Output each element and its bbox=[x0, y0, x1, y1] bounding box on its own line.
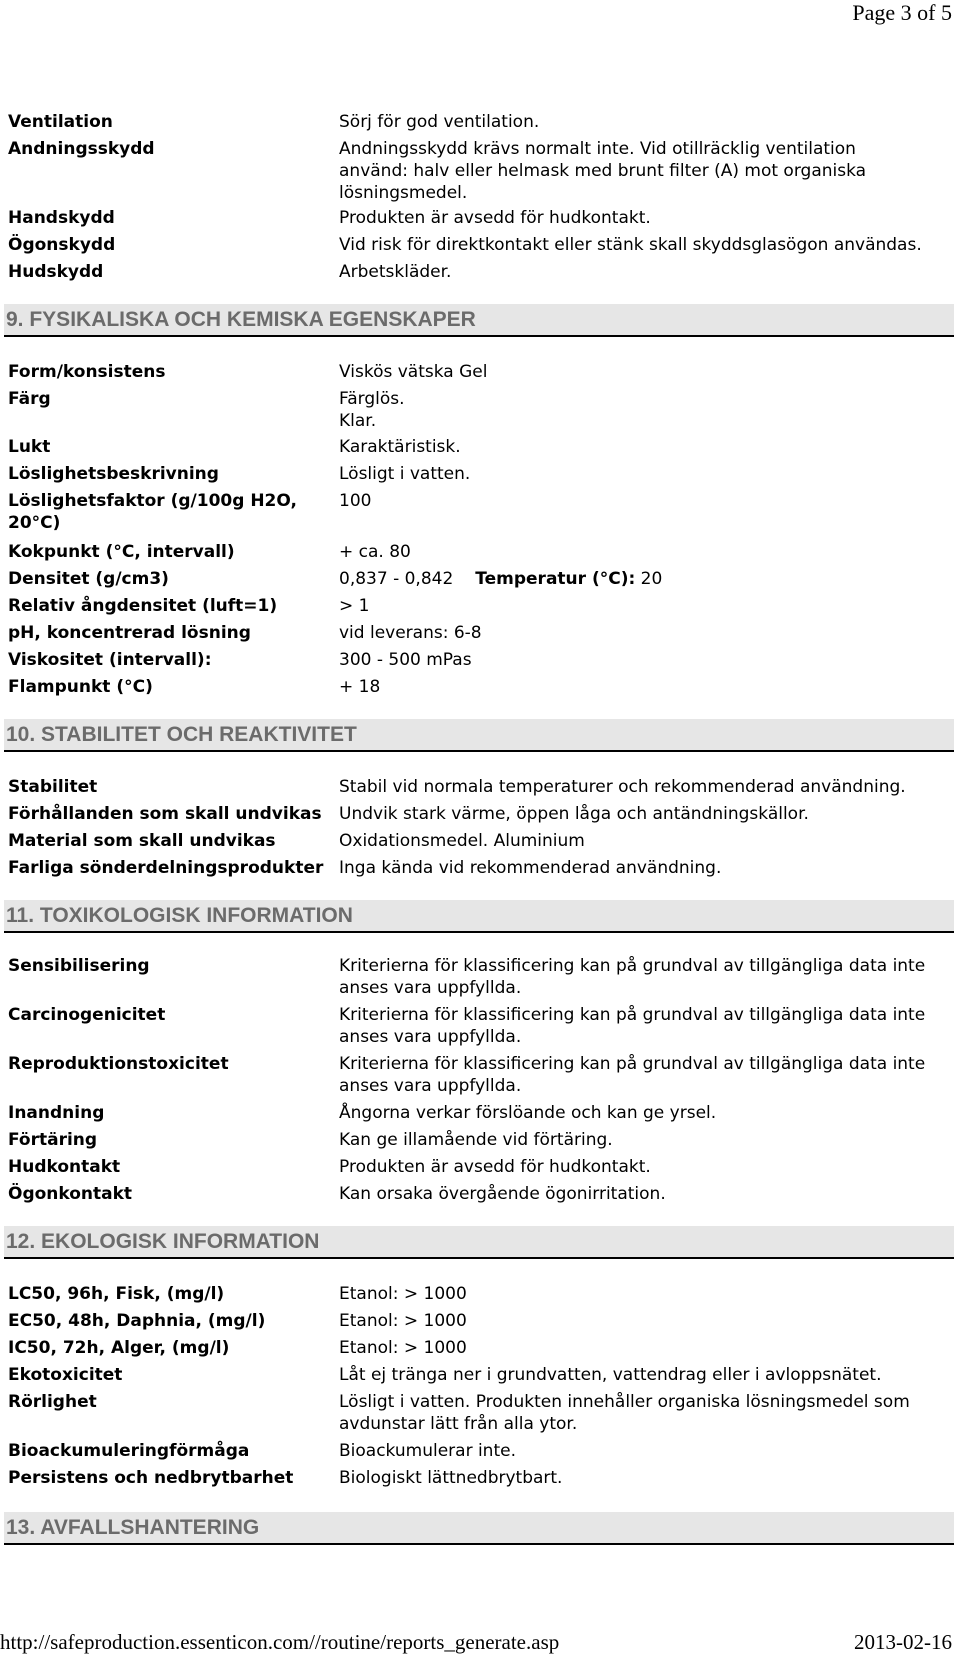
prop-label: Förhållanden som skall undvikas bbox=[8, 804, 322, 824]
prop-label: Rörlighet bbox=[8, 1392, 97, 1412]
prop-label: Lukt bbox=[8, 437, 51, 457]
prop-label: Handskydd bbox=[8, 208, 115, 228]
temperature-label: Temperatur (°C): bbox=[475, 569, 636, 589]
prop-value: vid leverans: 6-8 bbox=[339, 623, 482, 643]
prop-value: Arbetskläder. bbox=[339, 262, 452, 282]
section-title: 11. TOXIKOLOGISK INFORMATION bbox=[6, 904, 353, 927]
prop-value: Kriterierna för klassificering kan på grundval av tillgängliga data inte anses vara uppfyllda. bbox=[339, 1005, 926, 1047]
prop-value: Kriterierna för klassificering kan på grundval av tillgängliga data inte anses vara uppfyllda. bbox=[339, 956, 926, 998]
prop-value: Kan orsaka övergående ögonirritation. bbox=[339, 1184, 666, 1204]
page-number: Page 3 of 5 bbox=[852, 0, 952, 25]
prop-label: Viskositet (intervall): bbox=[8, 650, 212, 670]
prop-label: Bioackumuleringförmåga bbox=[8, 1441, 250, 1461]
section-header-9 bbox=[4, 304, 954, 337]
footer-date: 2013-02-16 bbox=[854, 1630, 952, 1654]
prop-value: Produkten är avsedd för hudkontakt. bbox=[339, 1157, 651, 1177]
prop-label: Inandning bbox=[8, 1103, 105, 1123]
prop-label: Relativ ångdensitet (luft=1) bbox=[8, 596, 278, 616]
prop-value: > 1 bbox=[339, 596, 370, 616]
prop-value: Undvik stark värme, öppen låga och antändningskällor. bbox=[339, 804, 809, 824]
prop-value: Karaktäristisk. bbox=[339, 437, 461, 457]
prop-value: Låt ej tränga ner i grundvatten, vattendrag eller i avloppsnätet. bbox=[339, 1365, 882, 1385]
prop-label: EC50, 48h, Daphnia, (mg/l) bbox=[8, 1311, 266, 1331]
prop-label: Farliga sönderdelningsprodukter bbox=[8, 858, 324, 878]
prop-label: Persistens och nedbrytbarhet bbox=[8, 1468, 294, 1488]
prop-label: Löslighetsfaktor (g/100g H2O, 20°C) bbox=[8, 491, 297, 533]
prop-value: Produkten är avsedd för hudkontakt. bbox=[339, 208, 651, 228]
prop-value: Kan ge illamående vid förtäring. bbox=[339, 1130, 613, 1150]
prop-value: Stabil vid normala temperaturer och rekommenderad användning. bbox=[339, 777, 906, 797]
prop-label: Kokpunkt (°C, intervall) bbox=[8, 542, 235, 562]
prop-value: Etanol: > 1000 bbox=[339, 1338, 467, 1358]
prop-label: Stabilitet bbox=[8, 777, 98, 797]
prop-value: Sörj för god ventilation. bbox=[339, 112, 540, 132]
prop-value: Bioackumulerar inte. bbox=[339, 1441, 516, 1461]
section-title: 13. AVFALLSHANTERING bbox=[6, 1516, 260, 1539]
prop-value: Biologiskt lättnedbrytbart. bbox=[339, 1468, 563, 1488]
prop-label: Andningsskydd bbox=[8, 139, 155, 159]
prop-label: Ögonkontakt bbox=[8, 1184, 133, 1204]
prop-label: IC50, 72h, Alger, (mg/l) bbox=[8, 1338, 230, 1358]
prop-label: pH, koncentrerad lösning bbox=[8, 623, 251, 643]
prop-value: Etanol: > 1000 bbox=[339, 1284, 467, 1304]
prop-value bbox=[339, 568, 959, 590]
prop-value: 300 - 500 mPas bbox=[339, 650, 472, 670]
section-header-12 bbox=[4, 1226, 954, 1259]
prop-value: + 18 bbox=[339, 677, 381, 697]
prop-label: Sensibilisering bbox=[8, 956, 150, 976]
prop-value: Kriterierna för klassificering kan på grundval av tillgängliga data inte anses vara uppfyllda. bbox=[339, 1054, 926, 1096]
prop-label: Färg bbox=[8, 389, 51, 409]
section-header-10 bbox=[4, 719, 954, 752]
prop-label: Flampunkt (°C) bbox=[8, 677, 153, 697]
prop-label: Hudkontakt bbox=[8, 1157, 121, 1177]
prop-value: Vid risk för direktkontakt eller stänk skall skyddsglasögon användas. bbox=[339, 235, 922, 255]
prop-label: Reproduktionstoxicitet bbox=[8, 1054, 229, 1074]
prop-label: Förtäring bbox=[8, 1130, 98, 1150]
section-title: 10. STABILITET OCH REAKTIVITET bbox=[6, 723, 357, 746]
prop-label: Form/konsistens bbox=[8, 362, 166, 382]
prop-label: Ekotoxicitet bbox=[8, 1365, 123, 1385]
prop-value: Lösligt i vatten. Produkten innehåller organiska lösningsmedel som avdunstar lätt från alla ytor. bbox=[339, 1392, 910, 1434]
prop-value: Lösligt i vatten. bbox=[339, 464, 471, 484]
prop-value: + ca. 80 bbox=[339, 542, 411, 562]
prop-value: 100 bbox=[339, 491, 372, 511]
prop-label: Löslighetsbeskrivning bbox=[8, 464, 219, 484]
prop-label: LC50, 96h, Fisk, (mg/l) bbox=[8, 1284, 225, 1304]
section-header-13 bbox=[4, 1512, 954, 1545]
prop-label: Carcinogenicitet bbox=[8, 1005, 166, 1025]
section-title: 12. EKOLOGISK INFORMATION bbox=[6, 1230, 320, 1253]
temperature-value: 20 bbox=[640, 569, 663, 589]
section-title: 9. FYSIKALISKA OCH KEMISKA EGENSKAPER bbox=[6, 308, 476, 331]
prop-value: Oxidationsmedel. Aluminium bbox=[339, 831, 585, 851]
prop-value: Viskös vätska Gel bbox=[339, 362, 488, 382]
section-header-11 bbox=[4, 900, 954, 933]
prop-label: Ventilation bbox=[8, 112, 113, 132]
prop-value: Andningsskydd krävs normalt inte. Vid otillräcklig ventilation använd: halv eller helmask med brunt filter (A) mot organiska lösningsmedel. bbox=[339, 139, 867, 203]
prop-label: Material som skall undvikas bbox=[8, 831, 276, 851]
prop-label: Ögonskydd bbox=[8, 235, 116, 255]
footer-url: http://safeproduction.essenticon.com//routine/reports_generate.asp bbox=[0, 1630, 560, 1654]
prop-label: Hudskydd bbox=[8, 262, 104, 282]
prop-value: Färglös. Klar. bbox=[339, 389, 405, 431]
prop-value: Ångorna verkar förslöande och kan ge yrsel. bbox=[339, 1103, 717, 1123]
prop-value: Etanol: > 1000 bbox=[339, 1311, 467, 1331]
prop-value: Inga kända vid rekommenderad användning. bbox=[339, 858, 722, 878]
prop-label: Densitet (g/cm3) bbox=[8, 569, 169, 589]
density-value: 0,837 - 0,842 bbox=[339, 569, 454, 589]
